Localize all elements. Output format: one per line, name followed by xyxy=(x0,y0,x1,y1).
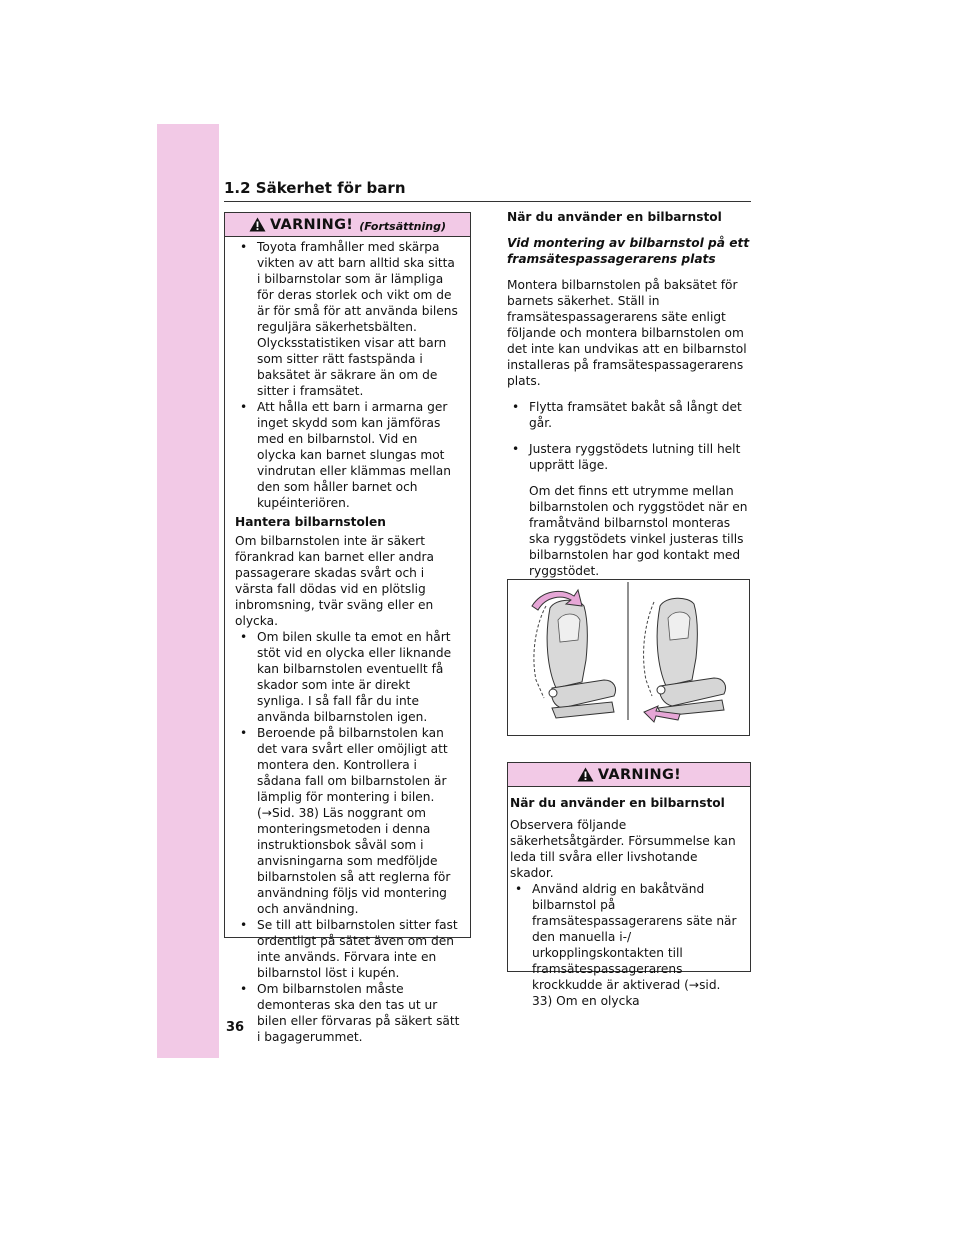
right-column xyxy=(507,209,752,579)
warning-bullet: • Att hålla ett barn i armarna ger inget skydd som kan jämföras med en bilbarnstol. Vid en olycka kan barnet slungas mot vindrutan eller klämmas mellan den som håller barnet och kupéinteriören. xyxy=(235,399,460,511)
warning-continued-label: (Fortsättning) xyxy=(359,219,446,233)
side-tab xyxy=(157,124,219,1058)
warning-title: VARNING! xyxy=(597,766,682,783)
warning-title: VARNING! xyxy=(270,216,354,233)
right-heading: När du använder en bilbarnstol xyxy=(507,210,722,224)
warning-bullet: • Se till att bilbarnstolen sitter fast ordentligt på sätet även om den inte används. Förvara inte en bilbarnstol löst i kupén. xyxy=(235,917,460,981)
seat-illustration xyxy=(508,580,749,735)
section-title: 1.2 Säkerhet för barn xyxy=(224,179,406,197)
warning-box-right xyxy=(507,762,751,1008)
right-bullet: • Flytta framsätet bakåt så långt det går. xyxy=(507,399,752,431)
warning-triangle-icon xyxy=(249,217,266,232)
warning-bullet: • Om bilbarnstolen måste demonteras ska den tas ut ur bilen eller förvaras på säkert sätt i bagagerummet. xyxy=(235,981,460,1045)
warning-heading: När du använder en bilbarnstol xyxy=(510,796,725,810)
seat-left xyxy=(534,600,616,718)
warning-paragraph: Observera följande säkerhetsåtgärder. Försummelse kan leda till svåra eller livshotande skador. xyxy=(510,818,736,880)
section-divider xyxy=(224,201,751,202)
right-bullet-followup: Om det finns ett utrymme mellan bilbarnstolen och ryggstödet när en framåtvänd bilbarnstol monteras ska ryggstödets vinkel justeras tills bilbarnstolen har god kontakt med ryggstödet. xyxy=(529,484,748,578)
warning-bullet: • Beroende på bilbarnstolen kan det vara svårt eller omöjligt att montera den. Kontrollera i sådana fall om bilbarnstolen är lämplig för montering i bilen. (→Sid. 38) Läs noggrant om monteringsmetoden i denna instruktionsbok såväl som i anvisningarna som medföljde bilbarnstolen så att reglerna för användning följs vid montering och användning. xyxy=(235,725,460,917)
page-number: 36 xyxy=(226,1020,245,1035)
right-subheading: Vid montering av bilbarnstol på ett framsätespassagerarens plats xyxy=(507,236,750,266)
warning-paragraph: Om bilbarnstolen inte är säkert förankrad kan barnet eller andra passagerare skadas svårt och i värsta fall dödas vid en plötslig inbromsning, tvär sväng eller en olycka. xyxy=(235,534,434,628)
warning-bullet: • Använd aldrig en bakåtvänd bilbarnstol på framsätespassagerarens säte när den manuella i-/ urkopplingskontakten till framsätespassagerarens krockkudde är aktiverad (→sid. 33) Om en olycka xyxy=(510,881,740,1009)
warning-header xyxy=(508,763,750,787)
warning-triangle-icon xyxy=(577,767,594,782)
warning-body xyxy=(508,787,750,1009)
warning-bullet: • Om bilen skulle ta emot en hårt stöt vid en olycka eller liknande kan bilbarnstolen eventuellt få skador som inte är direkt synliga. I så fall får du inte använda bilbarnstolen igen. xyxy=(235,629,460,725)
right-paragraph: Montera bilbarnstolen på baksätet för barnets säkerhet. Ställ in framsätespassagerarens säte enligt följande och montera bilbarnstolen om det inte kan undvikas att en bilbarnstol installeras på framsätespassagerarens plats. xyxy=(507,278,747,388)
seat-adjustment-figure xyxy=(507,579,750,736)
seat-right xyxy=(644,598,726,716)
right-bullet: • Justera ryggstödets lutning till helt upprätt läge. xyxy=(507,441,752,473)
warning-body xyxy=(225,237,470,1045)
warning-bullet: • Toyota framhåller med skärpa vikten av att barn alltid ska sitta i bilbarnstolar som är lämpliga för deras storlek och vikt om de är för små för att använda bilens reguljära säkerhetsbälten. Olycksstatistiken visar att barn som sitter rätt fastspända i baksätet är säkrare än om de sitter i framsätet. xyxy=(235,239,460,399)
warning-header xyxy=(225,213,470,237)
warning-subheading: Hantera bilbarnstolen xyxy=(235,515,386,529)
